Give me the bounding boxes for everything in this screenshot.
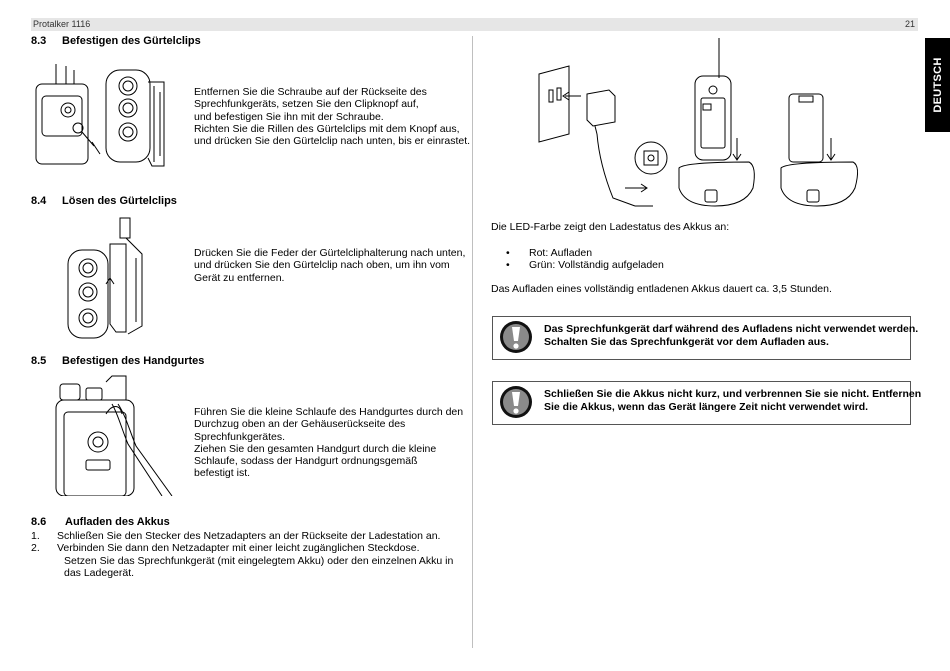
column-divider [472, 36, 473, 648]
section-title: Lösen des Gürtelclips [62, 195, 177, 207]
step-number: 1. [31, 530, 40, 542]
text-line: Richten Sie die Rillen des Gürtelclips mit dem Knopf aus, [194, 122, 460, 135]
page-number: 21 [904, 19, 915, 29]
language-tab [925, 38, 950, 132]
text-line: Führen Sie die kleine Schlaufe des Handgurtes durch den [194, 406, 464, 418]
text-line: Das Sprechfunkgerät darf während des Aufladens nicht verwendet werden. [544, 323, 919, 335]
exclamation-warning-icon [499, 320, 533, 354]
section-8-4-text [194, 247, 465, 284]
warning-box [492, 381, 922, 425]
warning-text [544, 323, 918, 348]
section-number: 8.5 [31, 355, 47, 367]
section-title: Aufladen des Akkus [65, 516, 170, 528]
text-line: Sprechfunkgerätes. [194, 430, 286, 443]
section-number: 8.6 [31, 516, 47, 528]
section-8-3-text [194, 86, 470, 147]
text-line: und drücken Sie den Gürtelclip nach unten, bis er einrastet. [194, 135, 471, 148]
text-line: Setzen Sie das Sprechfunkgerät (mit eingelegtem Akku) oder den einzelnen Akku in [64, 554, 454, 567]
text-line: und drücken Sie den Gürtelclip nach oben, um ihn vom [194, 259, 450, 272]
text-line: Sie die Akkus, wenn das Gerät längere Zeit nicht verwendet wird. [544, 400, 869, 413]
warning-text [544, 388, 921, 413]
text-line: Sprechfunkgeräts, setzen Sie den Clipknopf auf, [194, 98, 419, 111]
text-line: befestigt ist. [194, 467, 251, 480]
list-item-text: Rot: Aufladen [529, 247, 593, 259]
exclamation-warning-icon [499, 385, 533, 419]
step-number: 2. [31, 542, 40, 555]
section-title: Befestigen des Gürtelclips [62, 35, 201, 47]
header-title: Protalker 1116 [33, 19, 91, 29]
step-text: Schließen Sie den Stecker des Netzadapters an der Rückseite der Ladestation an. [57, 530, 441, 542]
section-number: 8.3 [31, 35, 47, 47]
list-item-text: Grün: Vollständig aufgeladen [529, 259, 664, 272]
text-line: Gerät zu entfernen. [194, 271, 285, 284]
text-line: Schließen Sie die Akkus nicht kurz, und verbrennen Sie sie nicht. Entfernen [544, 388, 922, 400]
section-8-5-text [194, 406, 463, 480]
led-intro: Die LED-Farbe zeigt den Ladestatus des Akkus an: [491, 221, 730, 233]
section-8-6-heading [31, 516, 170, 528]
text-line: das Ladegerät. [64, 566, 135, 579]
text-line: Durchzug oben an der Gehäuserückseite des [194, 418, 406, 431]
section-title: Befestigen des Handgurtes [62, 355, 205, 367]
step-text: Verbinden Sie dann den Netzadapter mit einer leicht zugänglichen Steckdose. [57, 542, 420, 555]
section-8-5-heading [31, 355, 204, 367]
page-header [31, 18, 918, 31]
text-line: und befestigen Sie ihn mit der Schraube. [194, 110, 384, 123]
belt-clip-release-illustration [66, 214, 166, 342]
bullet: • [506, 247, 510, 259]
belt-clip-attach-illustration [30, 62, 185, 172]
charge-time-text: Das Aufladen eines vollständig entladenen Akkus dauert ca. 3,5 Stunden. [491, 283, 832, 295]
bullet: • [506, 259, 510, 272]
text-line: Drücken Sie die Feder der Gürtelcliphalterung nach unten, [194, 247, 466, 259]
text-line: Ziehen Sie den gesamten Handgurt durch die kleine [194, 442, 437, 455]
section-8-3-heading [31, 35, 201, 47]
language-tab-label: DEUTSCH [931, 57, 944, 113]
section-8-4-heading [31, 195, 177, 207]
text-line: Schalten Sie das Sprechfunkgerät vor dem Aufladen aus. [544, 335, 829, 348]
warning-box [492, 316, 919, 360]
text-line: Entfernen Sie die Schraube auf der Rückseite des [194, 86, 427, 98]
section-number: 8.4 [31, 195, 47, 207]
charger-setup-illustration [535, 38, 865, 218]
text-line: Schlaufe, sodass der Handgurt ordnungsgemäß [194, 455, 418, 468]
hand-strap-illustration [52, 374, 178, 496]
